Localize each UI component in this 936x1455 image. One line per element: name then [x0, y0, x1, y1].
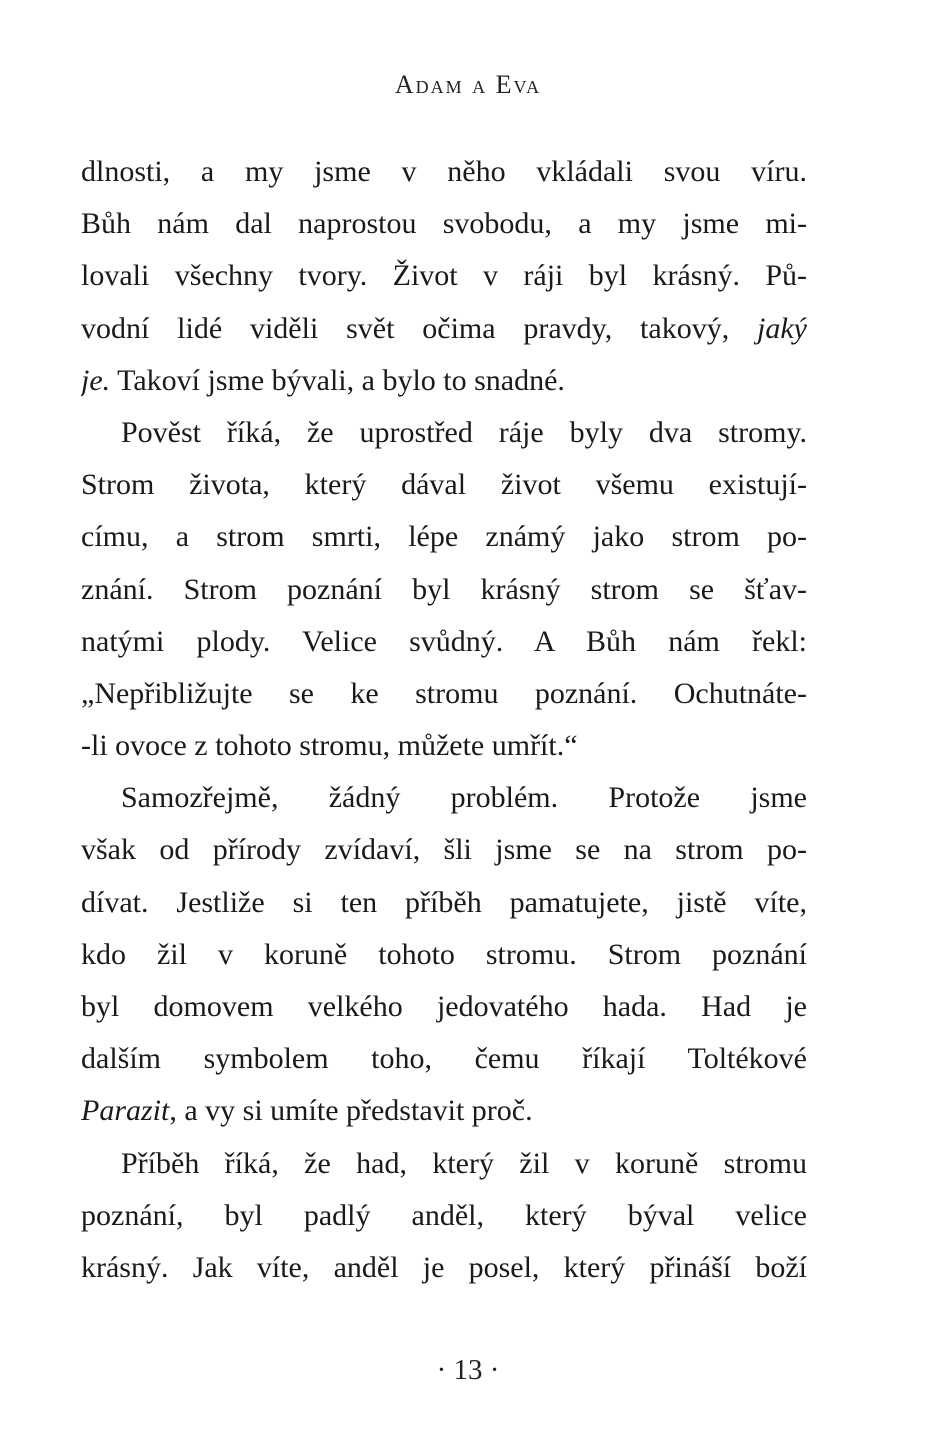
text-line: [81, 1033, 807, 1085]
text-run: poznání, byl padlý anděl, který býval velice: [81, 1198, 807, 1232]
text-run: Samozřejmě, žádný problém. Protože jsme: [121, 781, 807, 815]
text-run: -li ovoce z tohoto stromu, můžete umřít.“: [81, 729, 578, 763]
page-number: · 13 ·: [436, 1354, 500, 1386]
text-line: [81, 198, 807, 250]
italic-text: jaký: [757, 311, 807, 345]
text-line: [81, 146, 807, 198]
text-run: „Nepřibližujte se ke stromu poznání. Ochutnáte-: [81, 676, 807, 710]
text-line: [81, 250, 807, 302]
text-line: [81, 772, 807, 824]
italic-text: je.: [81, 363, 111, 397]
body-text: [81, 146, 807, 1294]
text-run: kdo žil v koruně tohoto stromu. Strom poznání: [81, 937, 807, 971]
text-run: dalším symbolem toho, čemu říkají Toltékové: [81, 1042, 807, 1076]
text-line: [81, 564, 807, 616]
text-run: dlnosti, a my jsme v něho vkládali svou víru.: [81, 155, 807, 188]
text-line: [81, 929, 807, 981]
text-run: krásný. Jak víte, anděl je posel, který přináší boží: [81, 1250, 807, 1284]
text-line: [81, 511, 807, 563]
text-run: Pověst říká, že uprostřed ráje byly dva stromy.: [121, 415, 807, 449]
text-run: vodní lidé viděli svět očima pravdy, takový,: [81, 311, 758, 345]
text-line: [81, 355, 807, 407]
text-run: címu, a strom smrti, lépe známý jako strom po-: [81, 520, 807, 554]
text-line: [81, 1138, 807, 1190]
text-run: , a vy si umíte představit proč.: [169, 1094, 533, 1128]
text-line: [81, 1242, 807, 1294]
italic-text: Parazit: [81, 1094, 170, 1128]
text-line: [81, 303, 807, 355]
text-run: byl domovem velkého jedovatého hada. Had je: [81, 990, 807, 1023]
text-run: natými plody. Velice svůdný. A Bůh nám řekl:: [81, 624, 807, 658]
text-line: [81, 407, 807, 459]
text-line: [81, 981, 807, 1033]
text-line: [81, 1190, 807, 1242]
running-head: Adam a Eva: [394, 70, 542, 99]
text-run: Příběh říká, že had, který žil v koruně stromu: [121, 1146, 807, 1180]
text-run: lovali všechny tvory. Život v ráji byl krásný. Pů-: [81, 259, 807, 293]
text-line: [81, 459, 807, 511]
text-run: dívat. Jestliže si ten příběh pamatujete, jistě víte,: [81, 885, 807, 919]
text-line: [81, 824, 807, 876]
text-line: [81, 616, 807, 668]
text-run: však od přírody zvídaví, šli jsme se na strom po-: [81, 833, 807, 867]
text-line: [81, 720, 807, 772]
text-run: Bůh nám dal naprostou svobodu, a my jsme mi-: [81, 207, 807, 241]
text-line: [81, 1085, 807, 1137]
text-run: Takoví jsme bývali, a bylo to snadné.: [110, 363, 565, 397]
text-run: Strom života, který dával život všemu existují-: [81, 468, 807, 502]
text-line: [81, 668, 807, 720]
text-run: znání. Strom poznání byl krásný strom se šťav-: [81, 572, 807, 606]
text-line: [81, 877, 807, 929]
